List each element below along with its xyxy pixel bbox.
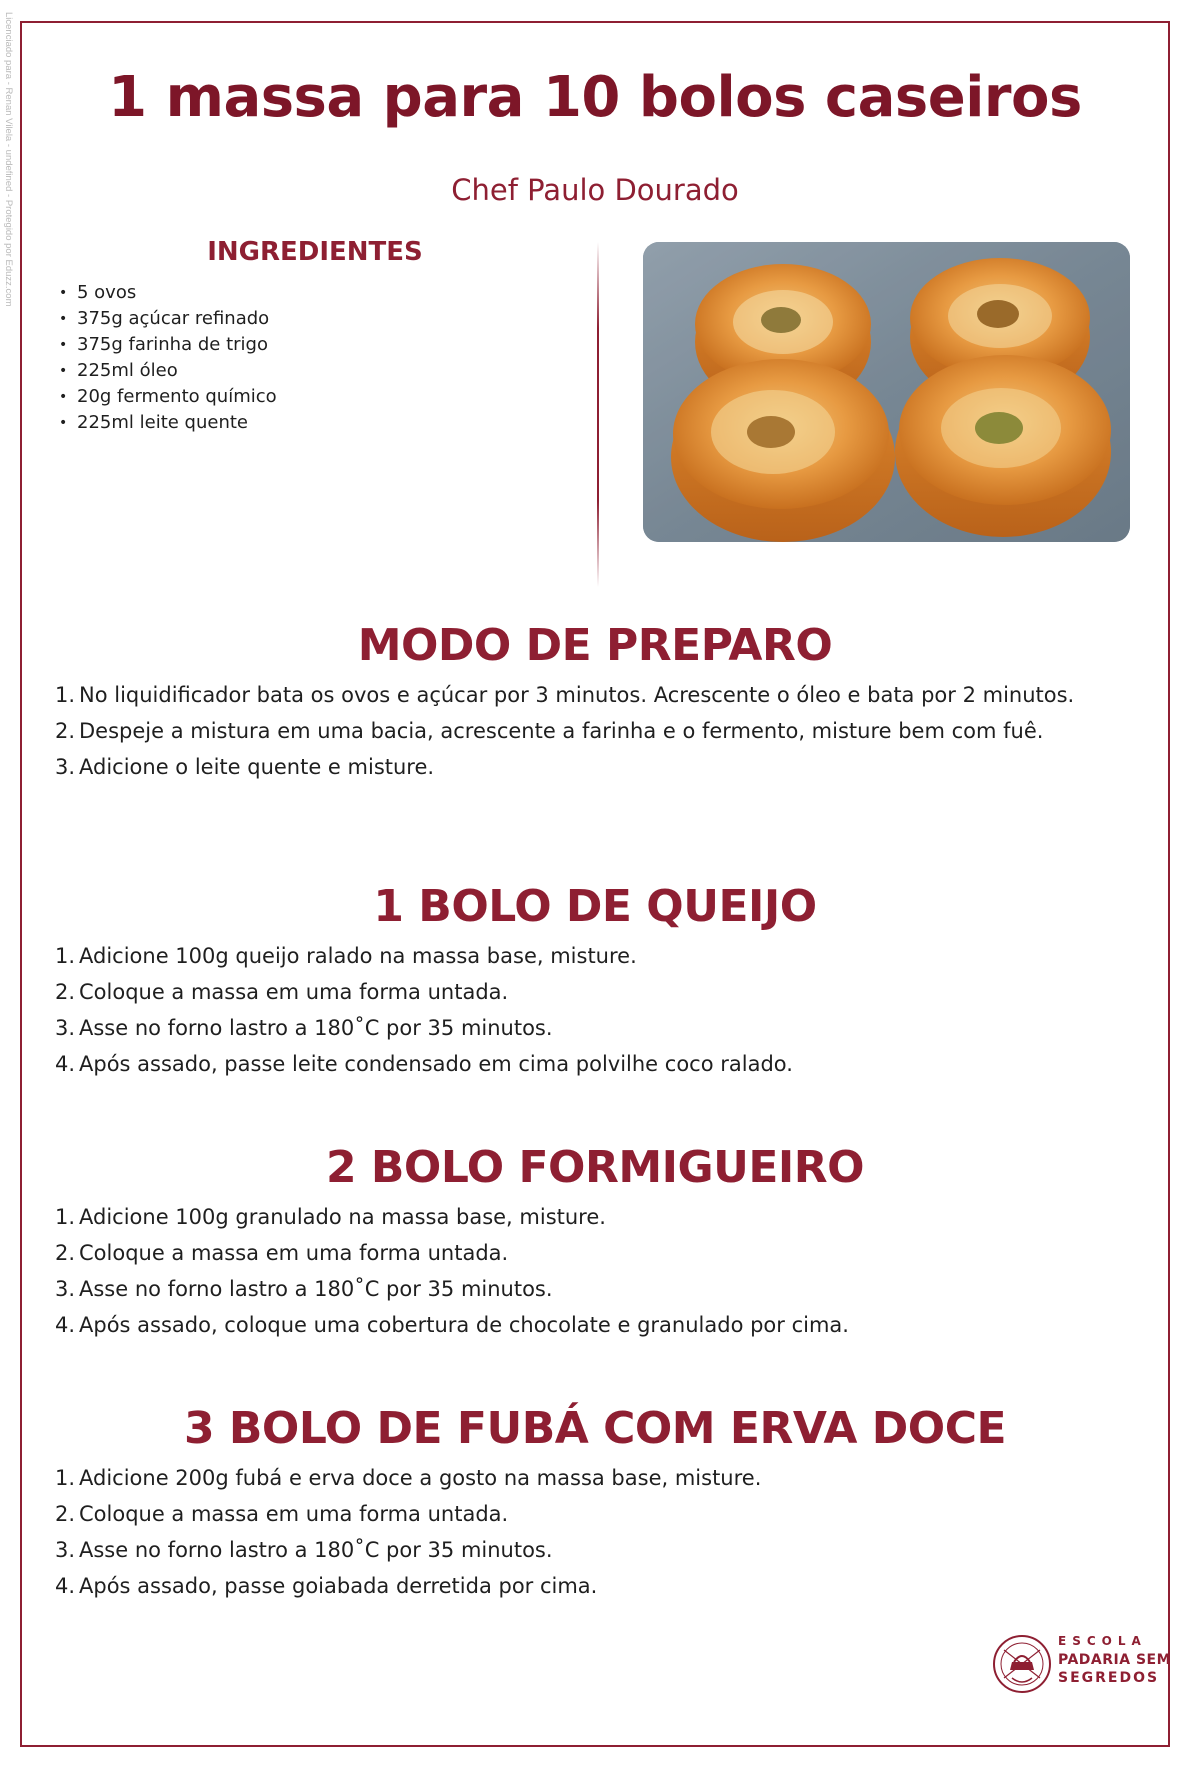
step-number: 3. (55, 1538, 76, 1562)
ingredient-item: • 225ml leite quente (57, 410, 277, 436)
ingredient-item: • 225ml óleo (57, 358, 277, 384)
license-watermark: Licenciado para - Renan Vilela - undefined - Protegido por Eduzz.com (3, 12, 14, 307)
preparo-title: MODO DE PREPARO (357, 620, 833, 671)
ingredient-item: • 20g fermento químico (57, 384, 277, 410)
formigueiro-steps (55, 1199, 849, 1343)
cakes-photo (643, 242, 1130, 542)
step-number: 4. (55, 1574, 76, 1598)
page-title: 1 massa para 10 bolos caseiros (108, 65, 1082, 130)
crest-icon (990, 1632, 1054, 1696)
logo-brand-line1: PADARIA SEM (1058, 1652, 1172, 1668)
preparo-steps (55, 677, 1074, 785)
logo-school-text: ESCOLA (1058, 1634, 1147, 1648)
fuba-steps (55, 1460, 761, 1604)
step-text: Asse no forno lastro a 180˚C por 35 minutos. (79, 1277, 553, 1301)
step-item (55, 677, 1074, 713)
step-text: Adicione 100g queijo ralado na massa base, misture. (79, 944, 637, 968)
step-text: Após assado, passe leite condensado em cima polvilhe coco ralado. (79, 1052, 793, 1076)
step-number: 2. (55, 1502, 76, 1526)
step-item (55, 749, 1074, 785)
cake-bottom-right (895, 355, 1111, 537)
step-text: Coloque a massa em uma forma untada. (79, 1502, 509, 1526)
ingredients-title: INGREDIENTES (207, 237, 423, 267)
step-number: 1. (55, 944, 76, 968)
ingredient-item: • 375g açúcar refinado (57, 306, 277, 332)
step-item (55, 1568, 761, 1604)
ingredient-item: • 375g farinha de trigo (57, 332, 277, 358)
step-text: Coloque a massa em uma forma untada. (79, 980, 509, 1004)
step-text: Após assado, passe goiabada derretida por cima. (79, 1574, 598, 1598)
step-number: 3. (55, 755, 76, 779)
step-number: 2. (55, 719, 76, 743)
step-text: Adicione o leite quente e misture. (79, 755, 435, 779)
step-item (55, 938, 793, 974)
step-item (55, 974, 793, 1010)
school-logo (990, 1632, 1172, 1698)
step-number: 2. (55, 1241, 76, 1265)
fuba-title: 3 BOLO DE FUBÁ COM ERVA DOCE (183, 1403, 1007, 1454)
step-item (55, 1271, 849, 1307)
step-item (55, 1235, 849, 1271)
step-number: 2. (55, 980, 76, 1004)
step-number: 3. (55, 1016, 76, 1040)
column-divider (597, 242, 599, 587)
step-number: 1. (55, 683, 76, 707)
step-text: Despeje a mistura em uma bacia, acrescente a farinha e o fermento, misture bem com fuê. (79, 719, 1044, 743)
step-number: 1. (55, 1205, 76, 1229)
step-number: 3. (55, 1277, 76, 1301)
step-text: Adicione 200g fubá e erva doce a gosto na massa base, misture. (79, 1466, 762, 1490)
step-item (55, 1307, 849, 1343)
formigueiro-title: 2 BOLO FORMIGUEIRO (325, 1142, 865, 1193)
step-text: Asse no forno lastro a 180˚C por 35 minutos. (79, 1016, 553, 1040)
step-item (55, 1532, 761, 1568)
step-item (55, 1496, 761, 1532)
step-text: Coloque a massa em uma forma untada. (79, 1241, 509, 1265)
step-item (55, 1046, 793, 1082)
step-item (55, 1010, 793, 1046)
step-item (55, 1460, 761, 1496)
ingredient-item: • 5 ovos (57, 280, 277, 306)
logo-brand-line2: SEGREDOS (1058, 1670, 1160, 1686)
step-text: Adicione 100g granulado na massa base, misture. (79, 1205, 606, 1229)
step-item (55, 713, 1074, 749)
queijo-steps (55, 938, 793, 1082)
step-number: 4. (55, 1313, 76, 1337)
ingredients-list (57, 280, 277, 436)
queijo-title: 1 BOLO DE QUEIJO (373, 881, 817, 932)
step-text: Asse no forno lastro a 180˚C por 35 minutos. (79, 1538, 553, 1562)
step-item (55, 1199, 849, 1235)
step-number: 4. (55, 1052, 76, 1076)
cake-bottom-left (671, 359, 895, 542)
cakes-photo-illustration (643, 242, 1130, 542)
chef-name: Chef Paulo Dourado (451, 173, 739, 207)
step-number: 1. (55, 1466, 76, 1490)
step-text: No liquidificador bata os ovos e açúcar por 3 minutos. Acrescente o óleo e bata por 2 minutos. (79, 683, 1075, 707)
step-text: Após assado, coloque uma cobertura de chocolate e granulado por cima. (79, 1313, 849, 1337)
